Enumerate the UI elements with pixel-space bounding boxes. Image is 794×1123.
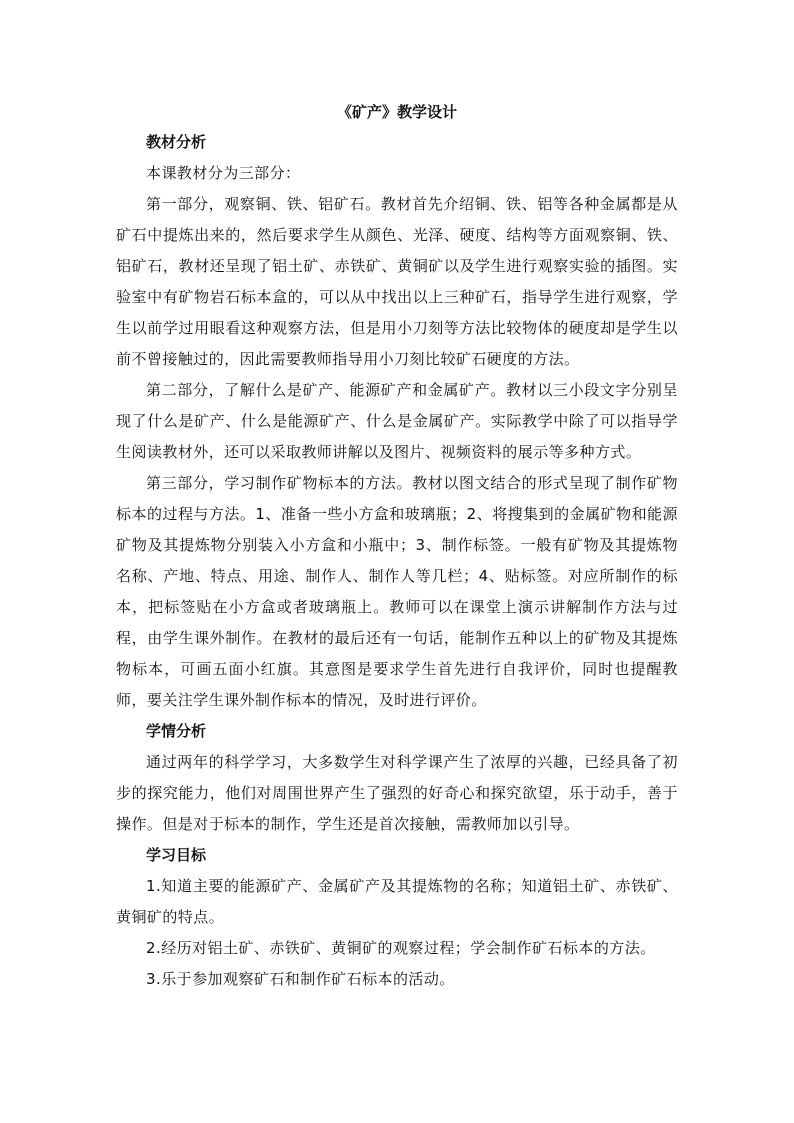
section-student-analysis [116, 716, 678, 840]
document-page [116, 97, 678, 995]
section-heading: 学情分析 [146, 722, 207, 740]
section-textbook-analysis [116, 127, 678, 716]
paragraph: 本课教材分为三部分： [146, 164, 301, 182]
document-title: 《矿产》教学设计 [336, 103, 457, 121]
paragraph: 第一部分，观察铜、铁、铝矿石。教材首先介绍铜、铁、铝等各种金属都是从矿石中提炼出来的，然后要求学生从颜色、光泽、硬度、结构等方面观察铜、铁、铝矿石，教材还呈现了铝土矿、赤铁矿、黄铜矿以及学生进行观察实验的插图。实验室中有矿物岩石标本盒的，可以从中找出以上三种矿石，指导学生进行观察，学生以前学过用眼看这种观察方法，但是用小刀刻等方法比较物体的硬度却是学生以前不曾接触过的，因此需要教师指导用小刀刻比较矿石硬度的方法。 [116, 195, 678, 368]
goal-item: 1.知道主要的能源矿产、金属矿产及其提炼物的名称；知道铝土矿、赤铁矿、黄铜矿的特点。 [116, 877, 678, 926]
paragraph: 第三部分，学习制作矿物标本的方法。教材以图文结合的形式呈现了制作矿物标本的过程与方法。1、准备一些小方盒和玻璃瓶；2、将搜集到的金属矿物和能源矿物及其提炼物分别装入小方盒和小瓶中；3、制作标签。一般有矿物及其提炼物名称、产地、特点、用途、制作人、制作人等几栏；4、贴标签。对应所制作的标本，把标签贴在小方盒或者玻璃瓶上。教师可以在课堂上演示讲解制作方法与过程，由学生课外制作。在教材的最后还有一句话，能制作五种以上的矿物及其提炼物标本，可画五面小红旗。其意图是要求学生首先进行自我评价，同时也提醒教师，要关注学生课外制作标本的情况，及时进行评价。 [116, 474, 678, 709]
goal-item: 3.乐于参加观察矿石和制作矿石标本的活动。 [146, 970, 455, 988]
section-heading: 学习目标 [146, 846, 207, 864]
section-learning-goals [116, 840, 678, 995]
section-heading: 教材分析 [146, 133, 207, 151]
goal-item: 2.经历对铝土矿、赤铁矿、黄铜矿的观察过程；学会制作矿石标本的方法。 [146, 939, 656, 957]
paragraph: 通过两年的科学学习，大多数学生对科学课产生了浓厚的兴趣，已经具备了初步的探究能力，他们对周围世界产生了强烈的好奇心和探究欲望，乐于动手，善于操作。但是对于标本的制作，学生还是首次接触，需教师加以引导。 [116, 753, 678, 833]
paragraph: 第二部分，了解什么是矿产、能源矿产和金属矿产。教材以三小段文字分别呈现了什么是矿产、什么是能源矿产、什么是金属矿产。实际教学中除了可以指导学生阅读教材外，还可以采取教师讲解以及图片、视频资料的展示等多种方式。 [116, 381, 678, 461]
